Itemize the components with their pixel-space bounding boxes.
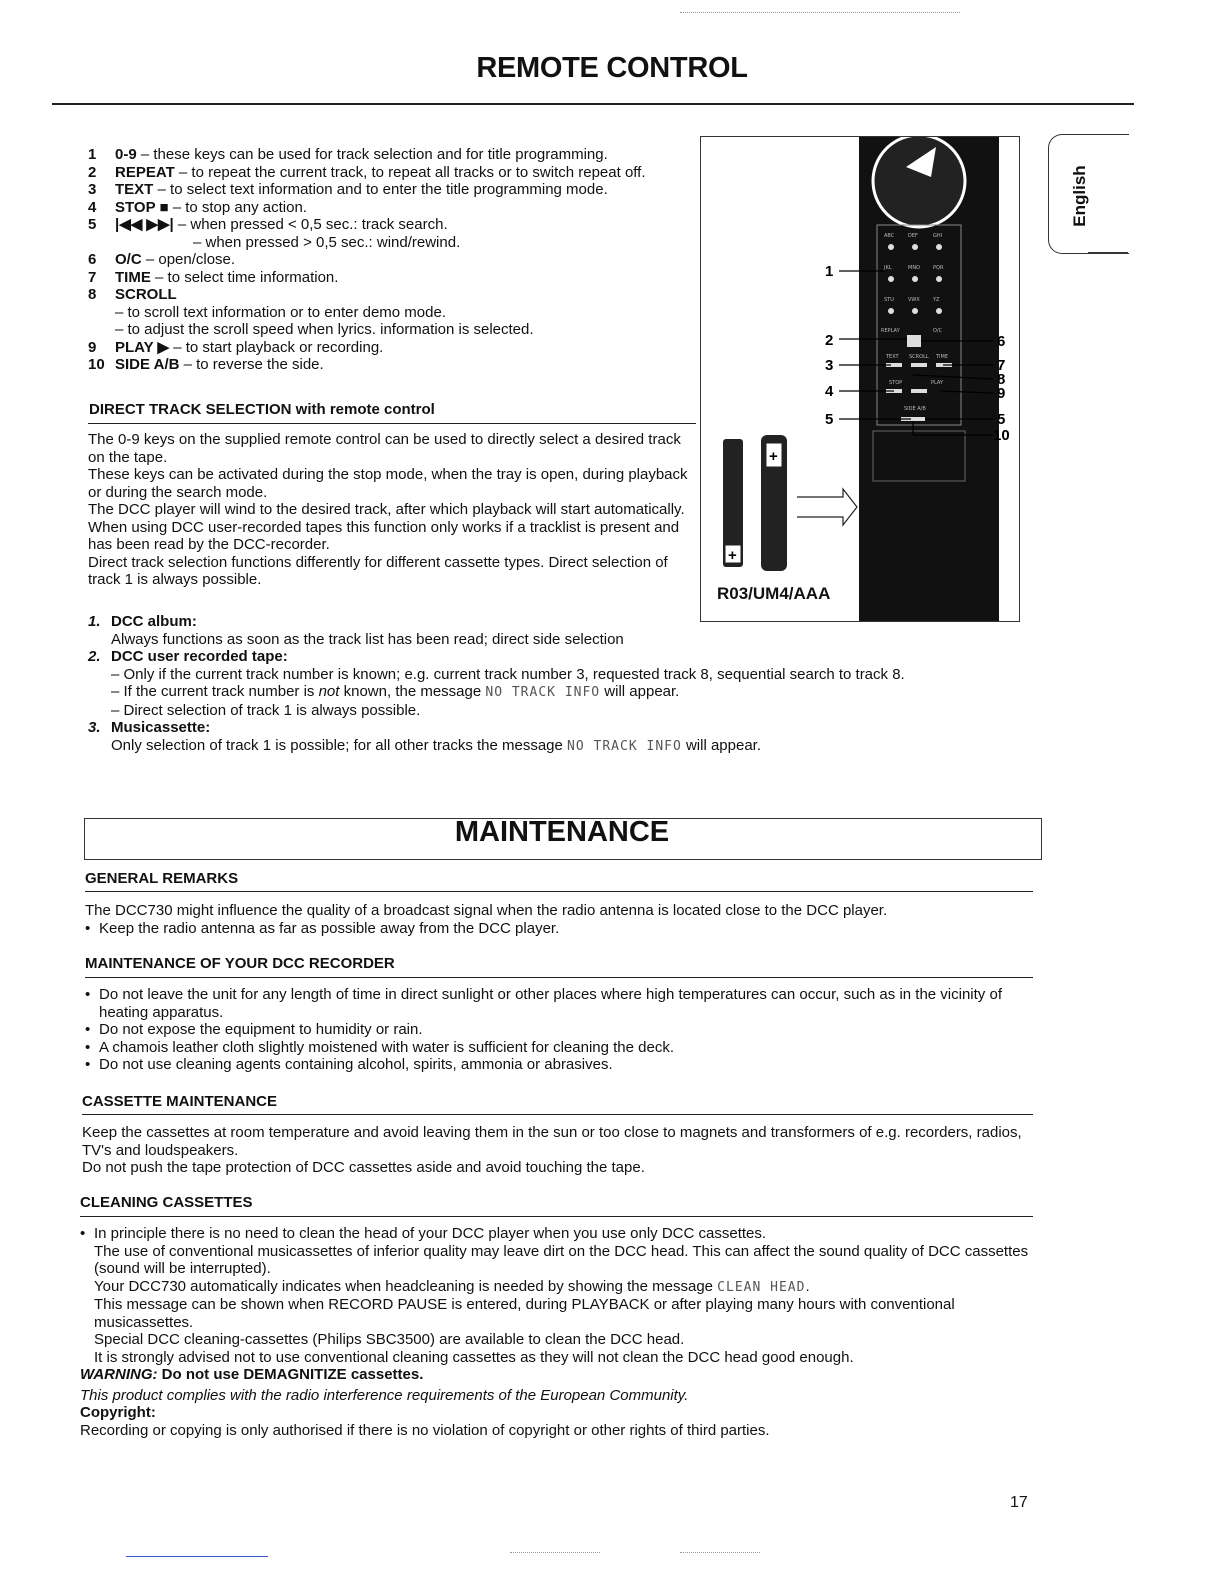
paragraph: The DCC730 might influence the quality of a broadcast signal when the radio antenna is located close to the DCC player. (85, 902, 888, 919)
scan-artifact-line (126, 1556, 268, 1557)
list-item: 4 STOP ■ – to stop any action. (88, 198, 307, 216)
svg-text:5: 5 (825, 411, 834, 428)
bullet-icon: • (80, 1225, 86, 1242)
section-rule (82, 1114, 1033, 1115)
page-number: 17 (1010, 1494, 1028, 1511)
svg-text:TIME: TIME (936, 354, 949, 360)
paragraph: These keys can be activated during the stop mode, when the tray is open, during playback or during the search mode. (88, 466, 688, 501)
maintenance-title: MAINTENANCE (454, 816, 670, 848)
language-tab-label: English (1070, 165, 1089, 227)
cleaning-cassettes-heading: CLEANING CASSETTES (80, 1194, 253, 1211)
general-remarks-heading: GENERAL REMARKS (85, 870, 239, 887)
remote-control-illustration (701, 137, 1019, 621)
list-item-text: – Only if the current track number is known; e.g. current track number 3, requested track 8, sequential search to track 8. (111, 665, 905, 683)
list-item: 9 PLAY ▶ – to start playback or recording. (88, 338, 384, 356)
bullet-icon: • (85, 1038, 91, 1056)
paragraph: Special DCC cleaning-cassettes (Philips SBC3500) are available to clean the DCC head. (94, 1331, 685, 1348)
svg-text:MNO: MNO (908, 265, 920, 271)
cassette-maintenance-heading: CASSETTE MAINTENANCE (82, 1093, 278, 1110)
list-item-text: Only selection of track 1 is possible; for all other tracks the message NO TRACK INFO will appear. (111, 736, 762, 754)
scan-artifact (680, 1552, 760, 1553)
svg-text:5: 5 (997, 411, 1006, 428)
svg-text:TEXT: TEXT (886, 354, 899, 360)
bullet-icon: • (85, 1056, 91, 1073)
svg-text:YZ: YZ (933, 297, 940, 303)
recorder-maintenance-list (85, 986, 1035, 1074)
svg-text:4: 4 (825, 383, 834, 400)
svg-text:ABC: ABC (884, 233, 895, 239)
paragraph: It is strongly advised not to use conventional cleaning cassettes as they will not clean the DCC head good enough. (94, 1348, 854, 1366)
page-title: REMOTE CONTROL (476, 52, 748, 84)
section-rule (85, 891, 1033, 892)
svg-text:STU: STU (884, 297, 894, 303)
list-item-continuation: – to adjust the scroll speed when lyrics. information is selected. (115, 321, 534, 338)
list-item: 3 TEXT – to select text information and to enter the title programming mode. (88, 181, 608, 198)
svg-text:SIDE A/B: SIDE A/B (904, 406, 926, 412)
list-item-continuation: – to scroll text information or to enter demo mode. (115, 303, 446, 321)
svg-text:SCROLL: SCROLL (909, 354, 929, 360)
list-item: • Do not leave the unit for any length of time in direct sunlight or other places where high temperatures can occur, such as in the vicinity of heating apparatus. (85, 986, 1002, 1021)
list-item-continuation: – when pressed > 0,5 sec.: wind/rewind. (193, 233, 461, 251)
section-rule (88, 423, 696, 424)
bullet-icon: • (85, 986, 91, 1003)
list-item: 3. Musicassette: (88, 719, 211, 736)
svg-text:VWX: VWX (908, 297, 920, 303)
lcd-message: CLEAN HEAD (717, 1279, 806, 1295)
svg-text:JKL: JKL (884, 265, 892, 271)
svg-text:2: 2 (825, 332, 834, 349)
bullet-icon: • (85, 919, 91, 937)
svg-text:STOP: STOP (889, 380, 903, 386)
list-item: 1 0-9 – these keys can be used for track selection and for title programming. (88, 146, 608, 163)
direct-selection-heading: DIRECT TRACK SELECTION with remote control (89, 401, 435, 418)
scan-artifact (510, 1552, 600, 1553)
svg-text:DEF: DEF (908, 233, 918, 239)
svg-text:O/C: O/C (933, 328, 943, 334)
svg-text:GHI: GHI (933, 233, 943, 239)
svg-text:6: 6 (997, 333, 1006, 350)
paragraph: The use of conventional musicassettes of inferior quality may leave dirt on the DCC head. This can affect the sound quality of DCC cassettes (sound will be interrupted). (94, 1242, 1029, 1277)
list-item: 10 SIDE A/B – to reverse the side. (88, 356, 324, 373)
insert-arrow-icon (797, 489, 857, 525)
list-item: 5 |◀◀ ▶▶| – when pressed < 0,5 sec.: track search. (88, 216, 448, 233)
svg-text:PQR: PQR (933, 265, 944, 271)
battery-plus-icon: + (728, 547, 737, 564)
copyright-text: Recording or copying is only authorised if there is no violation of copyright or other rights of third parties. (80, 1421, 770, 1439)
recorder-maintenance-heading: MAINTENANCE OF YOUR DCC RECORDER (85, 955, 395, 972)
list-item-text: Always functions as soon as the track list has been read; direct side selection (111, 630, 624, 648)
section-rule (85, 977, 1033, 978)
svg-text:8: 8 (997, 371, 1006, 388)
general-remarks-text (85, 902, 1035, 937)
paragraph: Your DCC730 automatically indicates when headcleaning is needed by showing the message CLEAN HEAD. (94, 1277, 810, 1295)
lcd-message: NO TRACK INFO (567, 738, 682, 754)
copyright-heading: Copyright: (80, 1404, 156, 1421)
svg-text:1: 1 (825, 263, 834, 280)
list-item-text: – If the current track number is not known, the message NO TRACK INFO will appear. (111, 683, 680, 700)
svg-text:REPLAY: REPLAY (881, 328, 900, 334)
hand-icon (873, 137, 965, 227)
scan-artifact (680, 12, 960, 13)
list-item: • In principle there is no need to clean the head of your DCC player when you use only DCC cassettes. (80, 1225, 767, 1242)
battery-type-label: R03/UM4/AAA (717, 584, 831, 603)
list-item: 1. DCC album: (88, 613, 197, 630)
paragraph: Do not push the tape protection of DCC cassettes aside and avoid touching the tape. (82, 1159, 645, 1176)
svg-text:7: 7 (997, 357, 1006, 374)
list-item: • A chamois leather cloth slightly moistened with water is sufficient for cleaning the deck. (85, 1038, 675, 1056)
cassette-maintenance-text (82, 1124, 1032, 1177)
list-item: • Keep the radio antenna as far as possible away from the DCC player. (85, 919, 560, 937)
cassette-type-list (88, 613, 1008, 755)
svg-text:10: 10 (993, 427, 1010, 444)
paragraph: The 0-9 keys on the supplied remote control can be used to directly select a desired track on the tape. (88, 431, 681, 466)
svg-text:3: 3 (825, 357, 834, 374)
list-item: 6 O/C – open/close. (88, 251, 236, 268)
list-item-text: – Direct selection of track 1 is always possible. (111, 701, 421, 719)
list-item: 7 TIME – to select time information. (88, 268, 339, 286)
paragraph: When using DCC user-recorded tapes this function only works if a tracklist is present and has been read by the DCC-recorder. (88, 518, 680, 553)
paragraph: Direct track selection functions differently for different cassette types. Direct selection of track 1 is always possible. (88, 553, 668, 588)
remote-control-figure (700, 136, 1020, 622)
tab-rule (1088, 252, 1128, 253)
key-function-list (88, 146, 708, 374)
list-item: 8 SCROLL (88, 286, 177, 303)
section-rule (80, 1216, 1033, 1217)
svg-text:9: 9 (997, 385, 1006, 402)
warning: WARNING: Do not use DEMAGNITIZE cassettes. (80, 1366, 424, 1383)
list-item: 2. DCC user recorded tape: (88, 648, 288, 665)
list-item: • Do not use cleaning agents containing alcohol, spirits, ammonia or abrasives. (85, 1056, 613, 1073)
ec-note: This product complies with the radio interference requirements of the European Community. (80, 1386, 689, 1404)
list-item: • Do not expose the equipment to humidity or rain. (85, 1021, 423, 1038)
battery-plus-icon: + (769, 448, 778, 465)
paragraph: Keep the cassettes at room temperature and avoid leaving them in the sun or too close to magnets and transformers of e.g. recorders, radios, TV's and loudspeakers. (82, 1124, 1022, 1159)
svg-text:PLAY: PLAY (931, 380, 944, 386)
bullet-icon: • (85, 1021, 91, 1038)
list-item: 2 REPEAT – to repeat the current track, to repeat all tracks or to switch repeat off. (88, 163, 646, 181)
paragraph: The DCC player will wind to the desired track, after which playback will start automatically. (88, 501, 685, 518)
paragraph: This message can be shown when RECORD PAUSE is entered, during PLAYBACK or after playing many hours with conventional musicassettes. (94, 1296, 955, 1331)
cleaning-cassettes-text (80, 1225, 1030, 1439)
direct-selection-text (88, 431, 688, 589)
lcd-message: NO TRACK INFO (485, 685, 601, 700)
title-rule (52, 103, 1134, 105)
